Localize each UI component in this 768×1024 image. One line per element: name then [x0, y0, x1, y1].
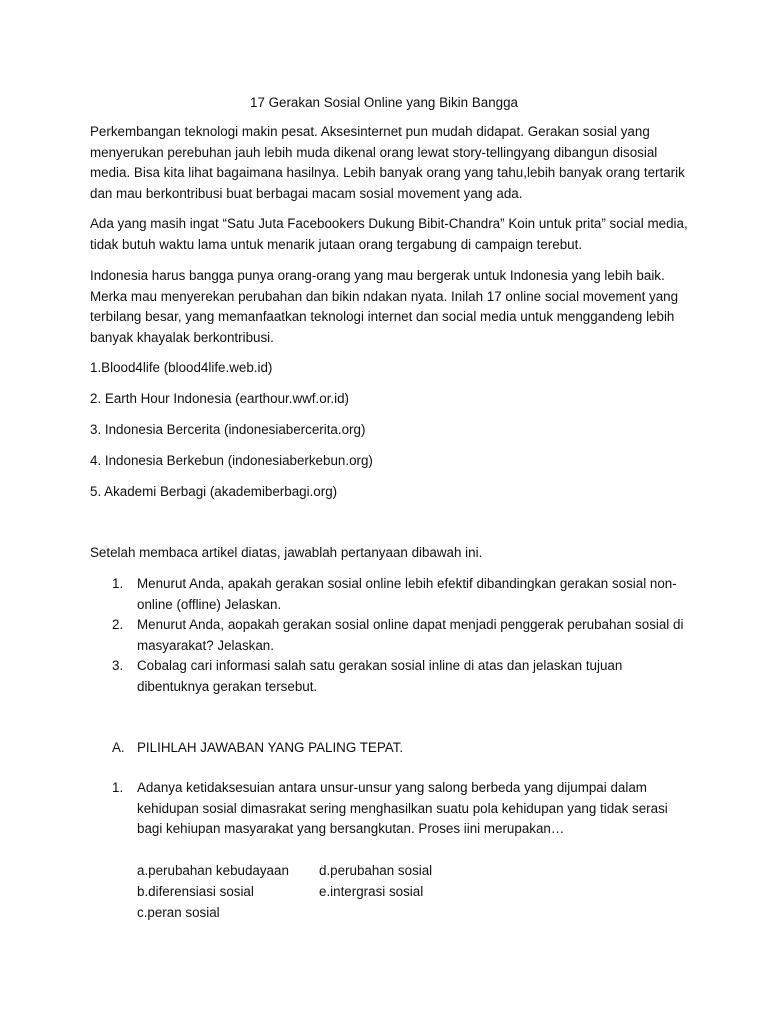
movement-item: 3. Indonesia Bercerita (indonesiabercerita.org): [90, 422, 366, 437]
movement-item: 1.Blood4life (blood4life.web.id): [90, 360, 273, 375]
mc-question-text: Adanya ketidaksesuian antara unsur-unsur yang salong berbeda yang dijumpai dalam kehidupan sosial dimasrakat sering menghasilkan suatu pola kehidupan yang tidak serasi bagi kehiupan masyarakat yang bersangkutan. Proses iini merupakan…: [137, 780, 668, 837]
question-item: [90, 574, 690, 615]
movement-item: 4. Indonesia Berkebun (indonesiaberkebun.org): [90, 453, 373, 468]
option-row: [90, 903, 690, 924]
mc-question-item: [90, 778, 690, 840]
question-item: [90, 656, 690, 697]
question-text: Menurut Anda, apakah gerakan sosial online lebih efektif dibandingkan gerakan sosial non-online (offline) Jelaskan.: [137, 576, 677, 612]
question-number: 2.: [112, 617, 124, 633]
question-number: 3.: [112, 658, 124, 674]
paragraph-text: Indonesia harus bangga punya orang-orang yang mau bergerak untuk Indonesia yang lebih baik. Merka mau menyerekan perubahan dan bikin ndakan nyata. Inilah 17 online social movement yang terbilang besar, yang memanfaatkan teknologi internet dan social media untuk menggandeng lebih banyak khayalak berkontribusi.: [90, 268, 679, 345]
question-text: Cobalag cari informasi salah satu gerakan sosial inline di atas dan jelaskan tujuan dibentuknya gerakan tersebut.: [137, 658, 623, 694]
question-item: [90, 615, 690, 656]
document-title: 17 Gerakan Sosial Online yang Bikin Bangga: [250, 95, 518, 110]
paragraph-2: [90, 214, 690, 255]
option-d: d.perubahan sosial: [319, 863, 433, 878]
movement-item: 5. Akademi Berbagi (akademiberbagi.org): [90, 484, 338, 499]
paragraph-3: [90, 266, 690, 348]
question-list: [90, 574, 690, 698]
paragraph-text: Ada yang masih ingat “Satu Juta Facebookers Dukung Bibit-Chandra” Koin untuk prita” social media, tidak butuh waktu lama untuk menarik jutaan orang tergabung di campaign terebut.: [90, 216, 688, 252]
question-number: 1.: [112, 576, 124, 591]
paragraph-1: [90, 122, 690, 204]
option-c: c.peran sosial: [137, 905, 220, 920]
section-heading-item: [90, 738, 690, 759]
mc-question: [90, 778, 690, 840]
option-a: a.perubahan kebudayaan: [137, 863, 289, 878]
section-heading-text: PILIHLAH JAWABAN YANG PALING TEPAT.: [137, 740, 404, 755]
option-b: b.diferensiasi sosial: [137, 884, 254, 899]
movement-item: 2. Earth Hour Indonesia (earthour.wwf.or.id): [90, 391, 350, 406]
mc-question-number: 1.: [112, 780, 124, 795]
instruction-text: Setelah membaca artikel diatas, jawablah pertanyaan dibawah ini.: [90, 545, 483, 560]
paragraph-text: Perkembangan teknologi makin pesat. Aksesinternet pun mudah didapat. Gerakan sosial yang menyerukan perebuhan jauh lebih muda dikenal orang lewat story-tellingyang dibangun disosial media. Bisa kita lihat bagaimana hasilnya. Lebih banyak orang yang tahu,lebih banyak orang tertarik dan mau berkontribusi buat berbagai macam sosial movement yang ada.: [90, 124, 685, 201]
mc-options: [90, 861, 690, 924]
option-row: [90, 861, 690, 882]
question-text: Menurut Anda, aopakah gerakan sosial online dapat menjadi penggerak perubahan sosial di masyarakat? Jelaskan.: [137, 617, 684, 653]
section-heading: [90, 738, 690, 759]
option-row: [90, 882, 690, 903]
option-e: e.intergrasi sosial: [319, 884, 424, 899]
section-letter: A.: [112, 740, 125, 755]
